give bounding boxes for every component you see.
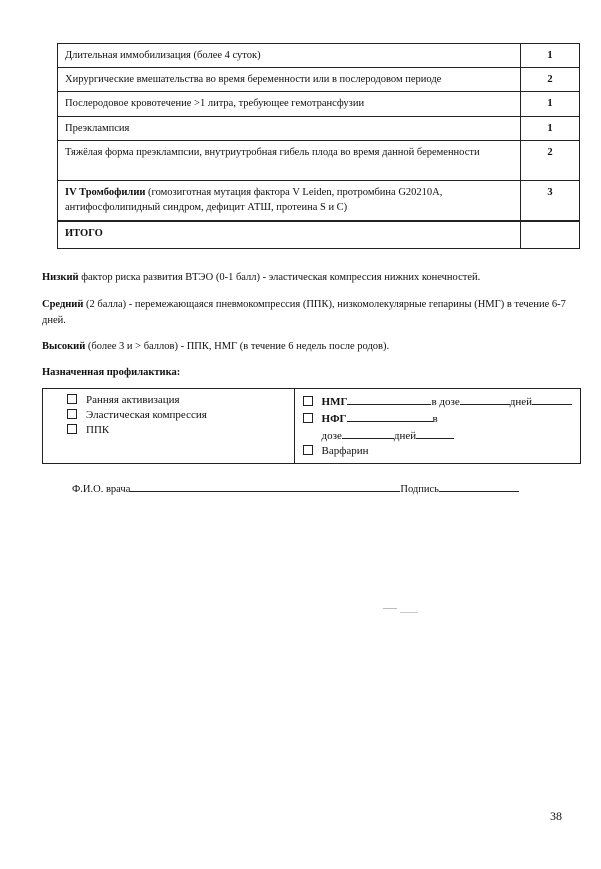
medium-risk-description: (2 балла) - перемежающаяся пневмокомпрессия (ППК), низкомолекулярные гепарины (НМГ) в течение 6-7 дней. [42,299,566,326]
risk-factor-label: Хирургические вмешательства во время беременности или в послеродовом периоде [58,68,521,92]
low-risk-text [42,270,582,286]
risk-factor-points: 1 [521,92,580,116]
dose-label-part: в [432,413,438,425]
checkbox[interactable] [303,396,313,406]
nmg-days-field[interactable] [532,393,572,405]
signature-field[interactable] [439,480,519,492]
risk-factor-label: Преэклампсия [58,116,521,140]
medium-risk-text [42,297,582,329]
table-row [58,44,580,68]
option-warfarin[interactable] [303,444,572,459]
total-label: ИТОГО [58,221,521,249]
risk-score-table [57,43,580,249]
high-risk-text [42,339,582,355]
option-label: НФГ [321,413,347,425]
option-label: Ранняя активизация [86,394,180,406]
nfg-name-field[interactable] [347,410,433,422]
dose-label: в дозе [431,396,460,408]
low-risk-label: Низкий [42,272,79,283]
scan-artifact [400,612,418,613]
risk-factor-points: 1 [521,116,580,140]
option-ppk[interactable] [67,423,286,438]
option-elastic-compression[interactable] [67,408,286,423]
low-risk-description: фактор риска развития ВТЭО (0-1 балл) - эластическая компрессия нижних конечностей. [78,272,481,283]
prophylaxis-left-options [43,389,295,464]
table-row [58,68,580,92]
total-row [58,221,580,249]
table-row [58,180,580,221]
thrombophilia-heading: IV Тромбофилии [65,186,146,198]
option-label: Эластическая компрессия [86,409,207,421]
thrombophilia-cell [58,180,521,221]
medium-risk-label: Средний [42,299,84,310]
option-early-activation[interactable] [67,393,286,408]
checkbox[interactable] [67,394,77,404]
risk-factor-points: 1 [521,44,580,68]
option-nfg[interactable] [303,410,572,427]
option-label: НМГ [321,396,348,408]
high-risk-label: Высокий [42,341,86,352]
risk-factor-label: Послеродовое кровотечение >1 литра, требующее гемотрансфузии [58,92,521,116]
checkbox[interactable] [303,445,313,455]
risk-factor-label: Тяжёлая форма преэклампсии, внутриутробная гибель плода во время данной беременности [58,140,521,180]
page-number: 38 [550,809,562,823]
risk-factor-points: 3 [521,180,580,221]
table-row [58,116,580,140]
signature-line [72,480,519,495]
table-row [58,92,580,116]
total-value-field[interactable] [521,221,580,249]
checkbox[interactable] [67,424,77,434]
nmg-name-field[interactable] [347,393,431,405]
nfg-dose-field[interactable] [342,427,394,439]
option-nmg[interactable] [303,393,572,410]
risk-factor-points: 2 [521,140,580,180]
days-label: дней [393,430,417,442]
doctor-name-label: Ф.И.О. врача [72,484,131,495]
nfg-days-field[interactable] [416,427,454,439]
table-row [58,140,580,180]
doctor-name-field[interactable] [130,480,400,492]
risk-factor-label: Длительная иммобилизация (более 4 суток) [58,44,521,68]
option-label: ППК [86,424,110,436]
prophylaxis-title: Назначенная профилактика: [42,367,181,378]
thrombophilia-text: (гомозиготная мутация фактора V Leiden, протромбина G20210A, антифосфолипидный синдром, дефицит АТШ, протеина S и С) [65,186,443,214]
signature-label: Подпись [400,484,439,495]
high-risk-description: (более 3 и > баллов) - ППК, НМГ (в течение 6 недель после родов). [85,341,390,352]
scan-artifact [383,608,397,609]
nmg-dose-field[interactable] [460,393,510,405]
risk-factor-points: 2 [521,68,580,92]
checkbox[interactable] [67,409,77,419]
days-label: дней [509,396,532,408]
nfg-dose-line [303,427,572,444]
prophylaxis-right-options [294,389,580,464]
prophylaxis-table [42,388,581,464]
option-label: Варфарин [321,445,369,457]
dose-label-part: дозе [321,430,342,442]
checkbox[interactable] [303,413,313,423]
